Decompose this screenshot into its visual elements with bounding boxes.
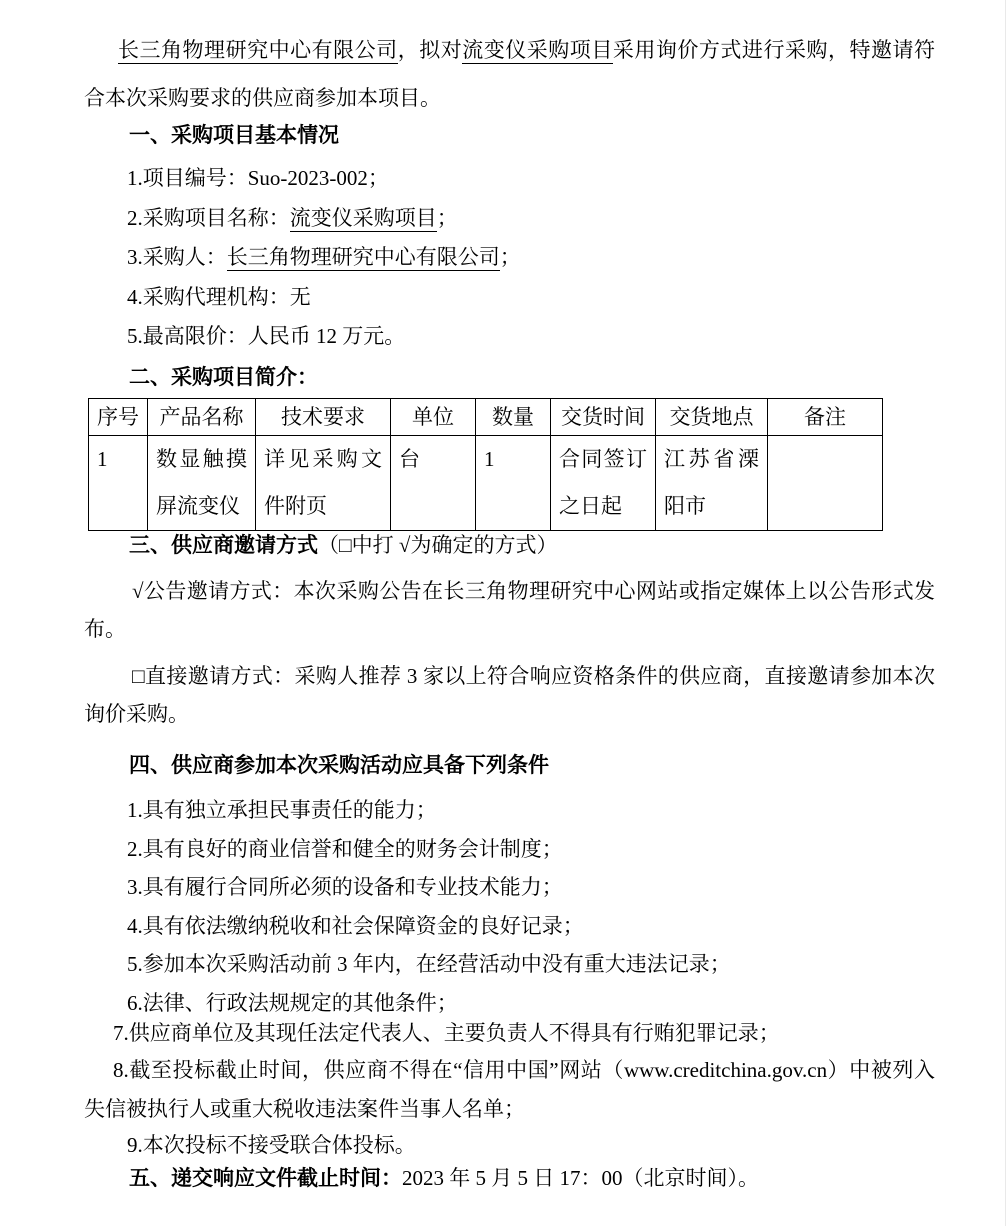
table-header-row [89,398,883,435]
option-text: 直接邀请方式：采购人推荐 3 家以上符合响应资格条件的供应商，直接邀请参加本次询价采购。 [84,663,936,726]
col-header-qty: 数量 [476,398,551,435]
line-suffix: ； [436,205,458,230]
agency-line [127,278,935,318]
col-header-remark: 备注 [768,398,883,435]
section1-heading: 一、采购项目基本情况 [129,124,339,147]
cell-delivery-time: 合同签订之日起 [551,435,656,530]
product-table [88,398,883,531]
option-text: 公告邀请方式：本次采购公告在长三角物理研究中心网站或指定媒体上以公告形式发布。 [84,578,935,641]
project-number-line [127,159,935,199]
line-text: 3.采购人： [127,245,227,269]
condition-item: 9.本次投标不接受联合体投标。 [127,1133,416,1157]
intro-text-rest: 采用询价方式进行采购，特邀请符合本次采购要求的供应商参加本项目。 [84,38,936,110]
cell-index: 1 [89,435,148,530]
section5-heading-bold: 五、递交响应文件截止时间： [129,1167,402,1190]
col-header-product: 产品名称 [148,398,256,435]
cell-qty: 1 [476,435,551,530]
price-limit-line [127,317,935,357]
condition-item: 3.具有履行合同所必须的设备和专业技术能力； [127,875,563,899]
table-row [89,435,883,530]
cell-unit: 台 [391,435,476,530]
cell-tech: 详见采购文件附页 [256,435,391,530]
line-text: 1.项目编号：Suo-2023-002； [127,166,389,190]
section2-heading: 二、采购项目简介： [129,365,318,389]
condition-item: 2.具有良好的商业信誉和健全的财务会计制度； [127,836,563,861]
purchaser-line [127,238,935,278]
col-header-delivery-time: 交货时间 [551,398,656,435]
check-mark-icon: √ [132,578,144,603]
col-header-delivery-place: 交货地点 [656,398,768,435]
intro-paragraph [84,26,935,122]
col-header-unit: 单位 [391,398,476,435]
cell-delivery-place: 江苏省溧阳市 [656,435,768,530]
line-suffix: ； [499,245,521,269]
col-header-index: 序号 [89,398,148,435]
section3-heading [129,526,935,565]
section3-heading-paren: （□中打 √为确定的方式） [318,532,558,557]
section5-deadline-line [129,1159,935,1198]
section5-deadline-value: 2023 年 5 月 5 日 17：00（北京时间）。 [402,1166,759,1190]
section3-heading-bold: 三、供应商邀请方式 [129,533,318,557]
invite-option-announcement [84,572,935,648]
condition-item: 7.供应商单位及其现任法定代表人、主要负责人不得具有行贿犯罪记录； [113,1020,780,1045]
condition-item: 6.法律、行政法规规定的其他条件； [127,990,458,1015]
intro-text: ，拟对 [397,38,463,62]
project-name-line [127,199,935,239]
line-text: 5.最高限价：人民币 12 万元。 [127,324,406,348]
project-name-underlined: 流变仪采购项目 [462,38,613,62]
condition-item: 5.参加本次采购活动前 3 年内，在经营活动中没有重大违法记录； [127,952,731,976]
cell-remark [768,435,883,530]
section4-heading: 四、供应商参加本次采购活动应具备下列条件 [129,753,549,777]
line-text: 4.采购代理机构：无 [127,284,311,309]
col-header-tech: 技术要求 [256,398,391,435]
condition-item: 4.具有依法缴纳税收和社会保障资金的良好记录； [127,913,584,938]
checkbox-icon: □ [132,663,146,688]
condition-item-creditchina: 8.截至投标截止时间，供应商不得在“信用中国”网站（www.creditchina.gov.cn）中被列入失信被执行人或重大税收违法案件当事人名单； [84,1058,935,1121]
condition-item: 1.具有独立承担民事责任的能力； [127,798,437,822]
line-underlined: 流变仪采购项目 [289,205,437,230]
cell-product: 数显触摸屏流变仪 [148,435,256,530]
line-text: 2.采购项目名称： [127,205,290,230]
line-underlined: 长三角物理研究中心有限公司 [226,245,500,269]
invite-option-direct [84,657,935,733]
buyer-name-underlined: 长三角物理研究中心有限公司 [118,38,398,62]
